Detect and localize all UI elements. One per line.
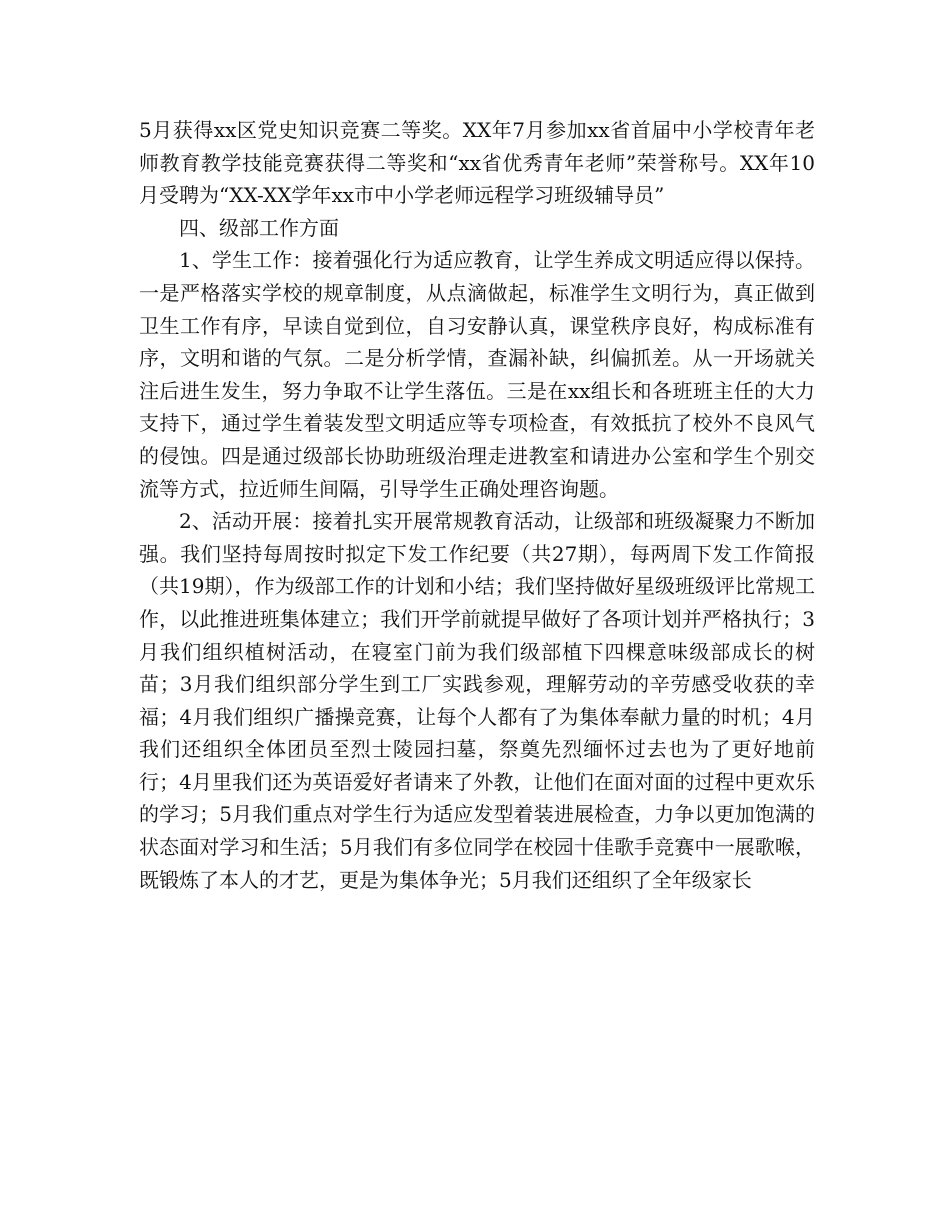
section-heading-grade-work: 四、级部工作方面 — [179, 215, 339, 240]
document-body — [139, 114, 815, 896]
paragraph-activities: 2、活动开展：接着扎实开展常规教育活动，让级部和班级凝聚力不断加强。我们坚持每周按时拟定下发工作纪要（共27期），每两周下发工作简报（共19期），作为级部工作的计划和小结；我们坚持做好星级班级评比常规工作，以此推进班集体建立；我们开学前就提早做好了各项计划并严格执行；3月我们组织植树活动，在寝室门前为我们级部植下四棵意味级部成长的树苗；3月我们组织部分学生到工厂实践参观，理解劳动的辛劳感受收获的幸福；4月我们组织广播操竞赛，让每个人都有了为集体奉献力量的时机；4月我们还组织全体团员至烈士陵园扫墓，祭奠先烈缅怀过去也为了更好地前行；4月里我们还为英语爱好者请来了外教，让他们在面对面的过程中更欢乐的学习；5月我们重点对学生行为适应发型着装进展检查，力争以更加饱满的状态面对学习和生活；5月我们有多位同学在校园十佳歌手竞赛中一展歌喉，既锻炼了本人的才艺，更是为集体争光；5月我们还组织了全年级家长 — [139, 509, 815, 892]
paragraph-student-work: 1、学生工作：接着强化行为适应教育，让学生养成文明适应得以保持。一是严格落实学校的规章制度，从点滴做起，标准学生文明行为，真正做到卫生工作有序，早读自觉到位，自习安静认真，课堂秩序良好，构成标准有序，文明和谐的气氛。二是分析学情，查漏补缺，纠偏抓差。从一开场就关注后进生发生，努力争取不让学生落伍。三是在xx组长和各班班主任的大力支持下，通过学生着装发型文明适应等专项检查，有效抵抗了校外不良风气的侵蚀。四是通过级部长协助班级治理走进教室和请进办公室和学生个别交流等方式，拉近师生间隔，引导学生正确处理咨询题。 — [139, 248, 815, 501]
paragraph-awards: 5月获得xx区党史知识竞赛二等奖。XX年7月参加xx省首届中小学校青年老师教育教学技能竞赛获得二等奖和“xx省优秀青年老师”荣誉称号。XX年10月受聘为“XX-XX学年xx市中小学老师远程学习班级辅导员” — [139, 118, 815, 208]
